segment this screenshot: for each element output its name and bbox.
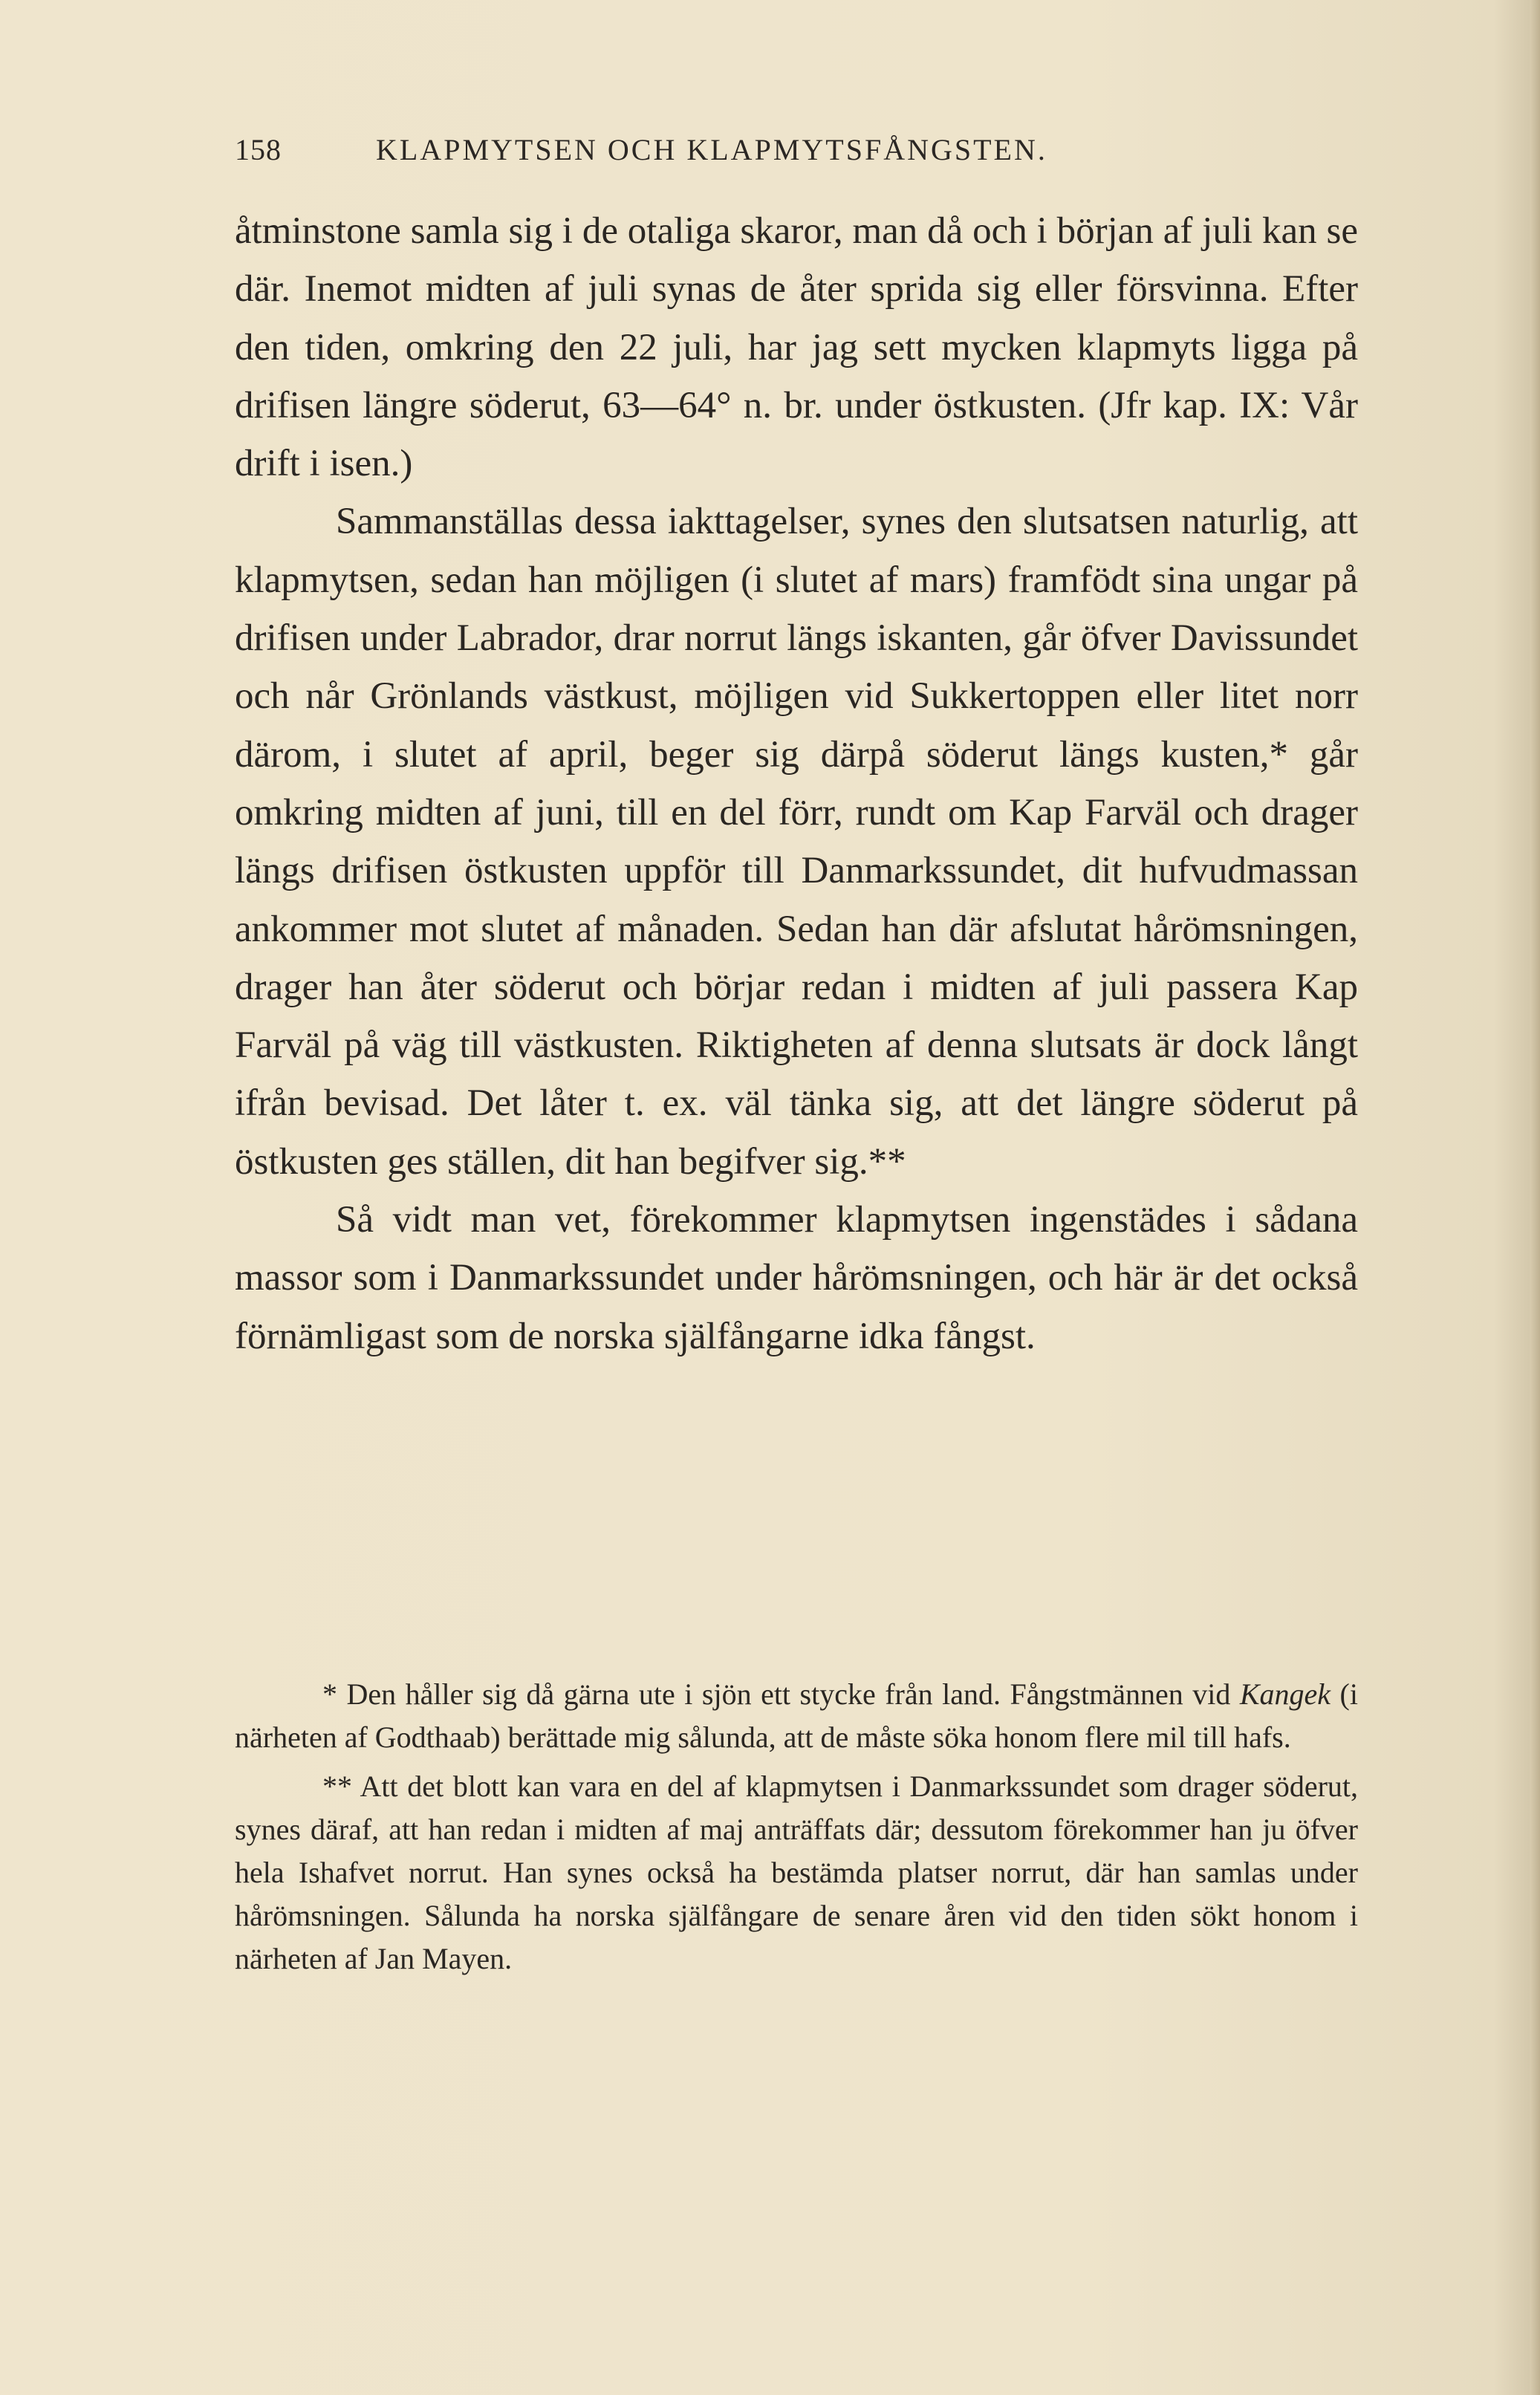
footnote-2: ** Att det blott kan vara en del af klapmytsen i Danmarkssundet som drager söderut, synes däraf, att han redan i midten af maj anträffats där; dessutom förekommer han ju öfver hela Ishafvet norrut. Han synes också ha bestämda platser norrut, där han samlas under hårömsningen. Sålunda ha norska själfångare de senare åren vid den tiden sökt honom i närheten af Jan Mayen. bbox=[235, 1770, 1358, 1975]
running-title: KLAPMYTSEN OCH KLAPMYTSFÅNGSTEN. bbox=[376, 133, 1047, 166]
running-header bbox=[235, 132, 1364, 167]
paragraph-1: åtminstone samla sig i de otaliga skaror, man då och i början af juli kan se där. Inemot midten af juli synas de åter sprida sig eller försvinna. Efter den tiden, omkring den 22 juli, har jag sett mycken klapmyts ligga på drifisen längre söderut, 63—64° n. br. under östkusten. (Jfr kap. IX: Vår drift i isen.) bbox=[235, 210, 1358, 485]
page-number: 158 bbox=[235, 133, 282, 166]
footnotes bbox=[235, 1673, 1358, 1986]
paragraph-2: Sammanställas dessa iakttagelser, synes den slutsatsen naturlig, att klapmytsen, sedan han möjligen (i slutet af mars) framfödt sina ungar på drifisen under Labrador, drar norrut längs iskanten, går öfver Davissundet och når Grönlands västkust, möjligen vid Sukkertoppen eller litet norr därom, i slutet af april, beger sig därpå söderut längs kusten,* går omkring midten af juni, till en del förr, rundt om Kap Farväl och drager längs drifisen östkusten uppför till Danmarkssundet, dit hufvudmassan ankommer mot slutet af månaden. Sedan han där afslutat hårömsningen, drager han åter söderut och börjar redan i midten af juli passera Kap Farväl på väg till västkusten. Riktigheten af denna slutsats är dock långt ifrån bevisad. Det låter t. ex. väl tänka sig, att det längre söderut på östkusten ges ställen, dit han begifver sig.** bbox=[235, 501, 1358, 1183]
footnote-1 bbox=[235, 1673, 1358, 1759]
footnote-1-text-end: (i närheten af Godthaab) berättade mig sålunda, att de måste söka honom flere mil till hafs. bbox=[235, 1677, 1358, 1754]
footnote-1-text: * Den håller sig då gärna ute i sjön ett stycke från land. Fångstmännen vid bbox=[322, 1677, 1240, 1711]
paragraph-3: Så vidt man vet, förekommer klapmytsen ingenstädes i sådana massor som i Danmarkssundet under hårömsningen, och här är det också förnämligast som de norska själfångarne idka fångst. bbox=[235, 1199, 1358, 1357]
page-edge bbox=[1530, 0, 1540, 2395]
body-text bbox=[235, 202, 1358, 1365]
footnote-1-place: Kangek bbox=[1239, 1677, 1331, 1711]
